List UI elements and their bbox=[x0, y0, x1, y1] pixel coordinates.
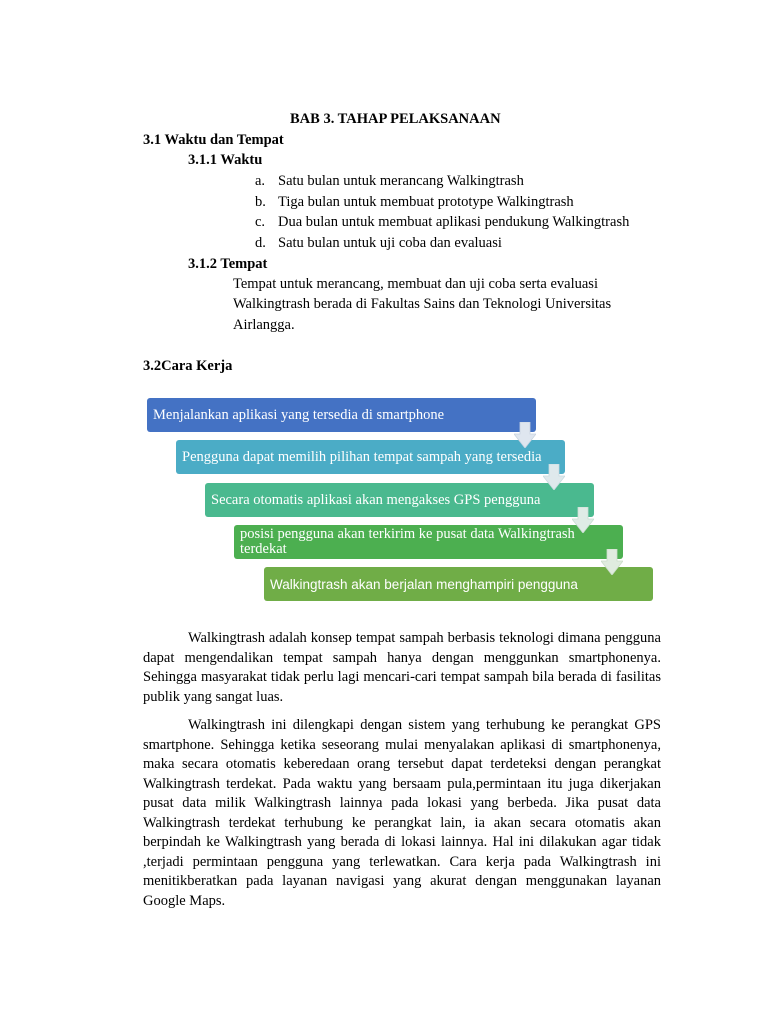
body-paragraph bbox=[143, 629, 661, 707]
body-paragraph bbox=[143, 716, 661, 911]
paragraph-text: Walkingtrash adalah konsep tempat sampah berbasis teknologi dimana pengguna dapat mengendalikan tempat sampah hanya dengan menggunkan smartphonenya. Sehingga masyarakat tidak perlu lagi mencari-cari tempat sampah bila berada di fasilitas publik yang sangat luas. bbox=[143, 630, 661, 705]
process-step-3 bbox=[205, 483, 594, 517]
process-step-5 bbox=[264, 567, 653, 601]
process-step-label: Pengguna dapat memilih pilihan tempat sampah yang tersedia bbox=[182, 448, 542, 465]
chapter-heading: BAB 3. TAHAP PELAKSANAAN bbox=[290, 111, 501, 127]
list-marker: c. bbox=[255, 214, 266, 230]
process-step-2 bbox=[176, 440, 565, 474]
process-step-label: Menjalankan aplikasi yang tersedia di smartphone bbox=[153, 406, 445, 423]
process-step-4 bbox=[234, 525, 623, 559]
list-marker: a. bbox=[255, 173, 266, 189]
process-step-1 bbox=[147, 398, 536, 432]
section-3-2-title: 3.2Cara Kerja bbox=[143, 358, 233, 374]
list-marker: b. bbox=[255, 194, 266, 210]
tempat-line: Walkingtrash berada di Fakultas Sains dan Teknologi Universitas bbox=[233, 296, 612, 312]
subsection-3-1-2-title: 3.1.2 Tempat bbox=[188, 256, 268, 272]
list-item-text: Tiga bulan untuk membuat prototype Walkingtrash bbox=[278, 194, 574, 210]
tempat-line: Tempat untuk merancang, membuat dan uji coba serta evaluasi bbox=[233, 276, 598, 292]
paragraph-text: Walkingtrash ini dilengkapi dengan sistem yang terhubung ke perangkat GPS smartphone. Sehingga ketika seseorang mulai menyalakan aplikasi di smartphonenya, maka secara otomatis keberedaan orang tersebut dapat terdeteksi dengan perangkat Walkingtrash terdekat. Pada waktu yang bersaam pula,permintaan itu juga dikerjakan pusat data milik Walkingtrash lainnya pada lokasi yang berbeda. Jika pusat data Walkingtrash terdekat terhubung ke perangkat lain, ia akan secara otomatis akan berpindah ke Walkingtrash yang berada di lokasi lainnya. Hal ini dilakukan agar tidak ,terjadi permintaan pengguna yang terlewatkan. Cara kerja pada Walkingtrash ini menitikberatkan pada layanan navigasi yang akurat dengan menggunakan layanan Google Maps. bbox=[143, 717, 661, 909]
process-step-label: Walkingtrash akan berjalan menghampiri pengguna bbox=[270, 576, 578, 592]
list-item-text: Dua bulan untuk membuat aplikasi pendukung Walkingtrash bbox=[278, 214, 630, 230]
list-item bbox=[255, 214, 265, 231]
arrow-down-icon bbox=[601, 549, 623, 575]
list-item bbox=[255, 194, 266, 211]
list-item bbox=[255, 235, 266, 252]
subsection-3-1-1-title: 3.1.1 Waktu bbox=[188, 152, 263, 168]
list-marker: d. bbox=[255, 235, 266, 251]
arrow-down-icon bbox=[543, 464, 565, 490]
tempat-line: Airlangga. bbox=[233, 317, 295, 333]
list-item bbox=[255, 173, 265, 190]
arrow-down-icon bbox=[572, 507, 594, 533]
list-item-text: Satu bulan untuk uji coba dan evaluasi bbox=[278, 235, 502, 251]
list-item-text: Satu bulan untuk merancang Walkingtrash bbox=[278, 173, 524, 189]
process-step-label: Secara otomatis aplikasi akan mengakses GPS pengguna bbox=[211, 491, 541, 508]
arrow-down-icon bbox=[514, 422, 536, 448]
process-step-label: posisi pengguna akan terkirim ke pusat data Walkingtrash terdekat bbox=[240, 526, 575, 557]
section-3-1-title: 3.1 Waktu dan Tempat bbox=[143, 132, 284, 148]
